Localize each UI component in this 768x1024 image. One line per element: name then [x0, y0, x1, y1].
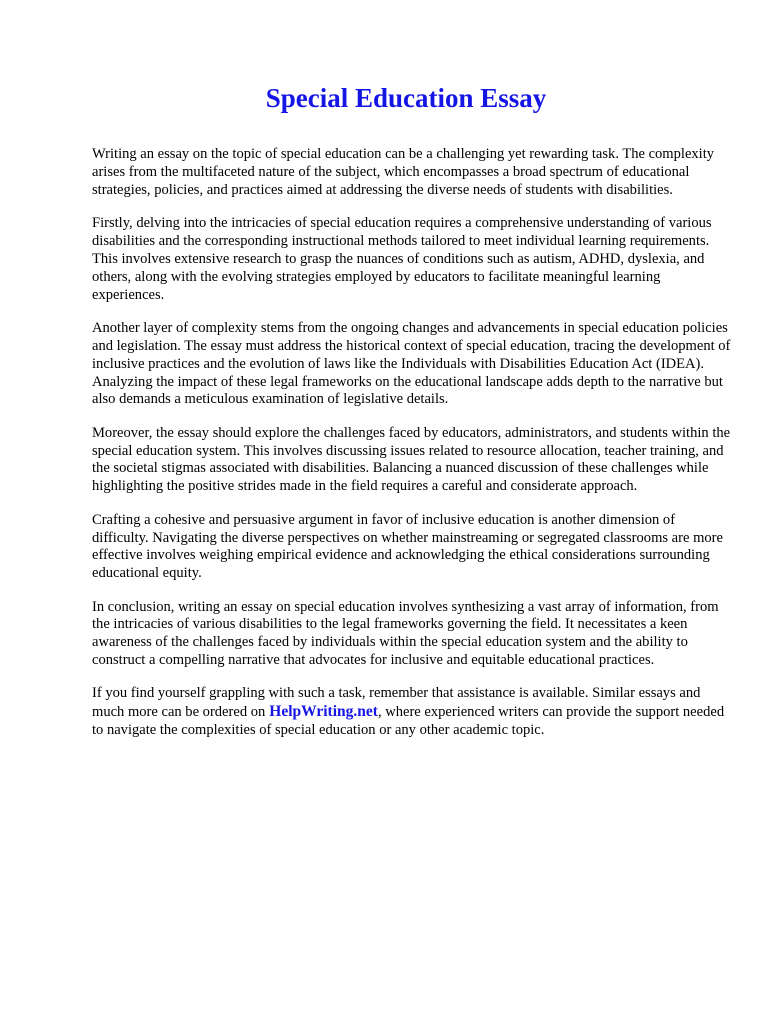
closing-paragraph	[92, 685, 732, 740]
closing-text-before-link: If you find yourself grappling with such a task, remember that assistance is available. Similar essays and much more can be ordered on	[92, 685, 701, 721]
paragraph-4: Moreover, the essay should explore the challenges faced by educators, administrators, and students within the special education system. This involves discussing issues related to resource allocation, teacher training, and the societal stigmas associated with disabilities. Balancing a nuanced discussion of these challenges while highlighting the positive strides made in the field requires a careful and considerate approach.	[92, 424, 731, 495]
paragraph-6: In conclusion, writing an essay on special education involves synthesizing a vast array of information, from the intricacies of various disabilities to the legal frameworks governing the field. It necessitates a keen awareness of the challenges faced by individuals within the special education system and the ability to construct a compelling narrative that advocates for inclusive and equitable educational practices.	[92, 598, 719, 669]
paragraph-2: Firstly, delving into the intricacies of special education requires a comprehensive understanding of various disabilities and the corresponding instructional methods tailored to meet individual learning requirements. This involves extensive research to grasp the nuances of conditions such as autism, ADHD, dyslexia, and others, along with the evolving strategies employed by educators to facilitate meaningful learning experiences.	[92, 215, 712, 303]
closing-text-after-link: , where experienced writers can provide the support needed to navigate the complexities of special education or any other academic topic.	[92, 704, 725, 739]
helpwriting-link[interactable]: HelpWriting.net	[269, 703, 378, 721]
paragraph-5: Crafting a cohesive and persuasive argument in favor of inclusive education is another dimension of difficulty. Navigating the diverse perspectives on whether mainstreaming or segregated classrooms are more effective involves weighing empirical evidence and acknowledging the ethical considerations surrounding educational equity.	[92, 511, 723, 582]
page-title: Special Education Essay	[265, 83, 547, 113]
paragraph-1: Writing an essay on the topic of special education can be a challenging yet rewarding task. The complexity arises from the multifaceted nature of the subject, which encompasses a broad spectrum of educational strategies, policies, and practices aimed at addressing the diverse needs of students with disabilities.	[92, 146, 715, 198]
paragraph-3: Another layer of complexity stems from the ongoing changes and advancements in special education policies and legislation. The essay must address the historical context of special education, tracing the development of inclusive practices and the evolution of laws like the Individuals with Disabilities Education Act (IDEA). Analyzing the impact of these legal frameworks on the educational landscape adds depth to the narrative but also demands a meticulous examination of legislative details.	[92, 319, 731, 408]
essay-body	[92, 146, 732, 755]
